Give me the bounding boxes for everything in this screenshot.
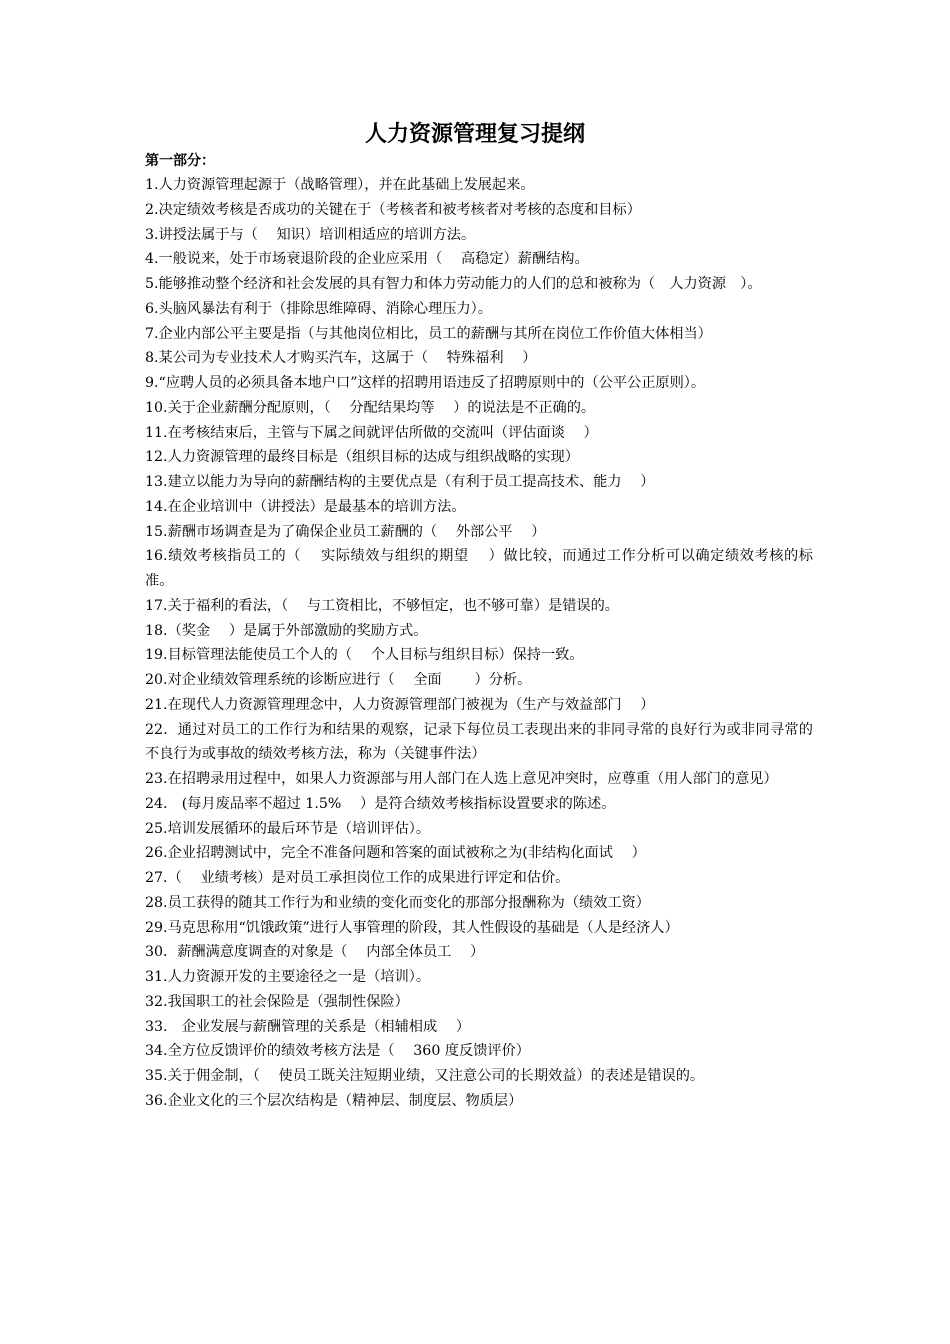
list-item: 32.我国职工的社会保险是（强制性保险） (145, 993, 409, 1010)
list-item: 6.头脑风暴法有利于（排除思维障碍、消除心理压力）。 (145, 300, 492, 317)
list-item: 11.在考核结束后，主管与下属之间就评估所做的交流叫（评估面谈 ） (145, 424, 598, 441)
list-item: 9.“应聘人员的必须具备本地户口”这样的招聘用语违反了招聘原则中的（公平公正原则）。 (145, 375, 706, 391)
list-item: 23.在招聘录用过程中，如果人力资源部与用人部门在人选上意见冲突时，应尊重（用人部门的意见） (145, 771, 778, 787)
list-item: 7.企业内部公平主要是指（与其他岗位相比，员工的薪酬与其所在岗位工作价值大体相当） (145, 325, 712, 342)
list-item: 24. (每月废品率不超过 1.5% ）是符合绩效考核指标设置要求的陈述。 (145, 795, 616, 812)
list-item: 3.讲授法属于与（ 知识）培训相适应的培训方法。 (145, 226, 476, 243)
list-item: 30．薪酬满意度调查的对象是（ 内部全体员工 ） (145, 944, 485, 961)
list-item: 17.关于福利的看法，（ 与工资相比，不够恒定，也不够可靠）是错误的。 (145, 597, 619, 614)
list-item: 21.在现代人力资源管理理念中，人力资源管理部门被视为（生产与效益部门 ） (145, 696, 655, 713)
list-item: 8.某公司为专业技术人才购买汽车，这属于（ 特殊福利 ） (145, 350, 537, 367)
list-item: 4.一般说来，处于市场衰退阶段的企业应采用（ 高稳定）薪酬结构。 (145, 251, 589, 268)
list-item: 2.决定绩效考核是否成功的关键在于（考核者和被考核者对考核的态度和目标） (145, 201, 641, 218)
list-item: 28.员工获得的随其工作行为和业绩的变化而变化的那部分报酬称为（绩效工资） (145, 894, 650, 911)
question-list (145, 173, 813, 1114)
list-item: 36.企业文化的三个层次结构是（精神层、制度层、物质层） (145, 1092, 523, 1109)
list-item: 22．通过对员工的工作行为和结果的观察，记录下每位员工表现出来的非同寻常的良好行为或非同寻常的不良行为或事故的绩效考核方法，称为（关键事件法） (145, 721, 813, 763)
list-item: 34.全方位反馈评价的绩效考核方法是（ 360 度反馈评价） (145, 1043, 530, 1060)
list-item: 15.薪酬市场调查是为了确保企业员工薪酬的（ 外部公平 ） (145, 523, 546, 540)
list-item: 10.关于企业薪酬分配原则，（ 分配结果均等 ）的说法是不正确的。 (145, 399, 596, 416)
list-item: 13.建立以能力为导向的薪酬结构的主要优点是（有利于员工提高技术、能力 ） (145, 474, 655, 490)
list-item: 5.能够推动整个经济和社会发展的具有智力和体力劳动能力的人们的总和被称为（ 人力资源 ）。 (145, 276, 762, 292)
list-item: 1.人力资源管理起源于（战略管理），并在此基础上发展起来。 (145, 177, 535, 193)
list-item: 25.培训发展循环的最后环节是（培训评估）。 (145, 820, 431, 837)
document-title: 人力资源管理复习提纲 (364, 121, 585, 147)
list-item: 12.人力资源管理的最终目标是（组织目标的达成与组织战略的实现） (145, 449, 580, 466)
list-item: 14.在企业培训中（讲授法）是最基本的培训方法。 (145, 498, 466, 515)
list-item: 27.（ 业绩考核）是对员工承担岗位工作的成果进行评定和估价。 (145, 870, 570, 886)
list-item: 19.目标管理法能使员工个人的（ 个人目标与组织目标）保持一致。 (145, 647, 584, 664)
list-item: 18.（奖金 ）是属于外部激励的奖励方式。 (145, 622, 428, 639)
list-item: 35.关于佣金制，（ 使员工既关注短期业绩，又注意公司的长期效益）的表述是错误的。 (145, 1068, 705, 1084)
section-heading: 第一部分： (145, 153, 215, 169)
list-item: 26.企业招聘测试中，完全不准备问题和答案的面试被称之为(非结构化面试 ） (145, 845, 646, 862)
list-item: 20.对企业绩效管理系统的诊断应进行（ 全面 ）分析。 (145, 672, 532, 688)
list-item: 31.人力资源开发的主要途径之一是（培训）。 (145, 969, 431, 985)
list-item: 33. 企业发展与薪酬管理的关系是（相辅相成 ） (145, 1018, 471, 1035)
list-item: 29.马克思称用“饥饿政策”进行人事管理的阶段，其人性假设的基础是（人是经济人） (145, 919, 679, 936)
list-item: 16.绩效考核指员工的（ 实际绩效与组织的期望 ）做比较，而通过工作分析可以确定绩效考核的标准。 (145, 548, 813, 589)
